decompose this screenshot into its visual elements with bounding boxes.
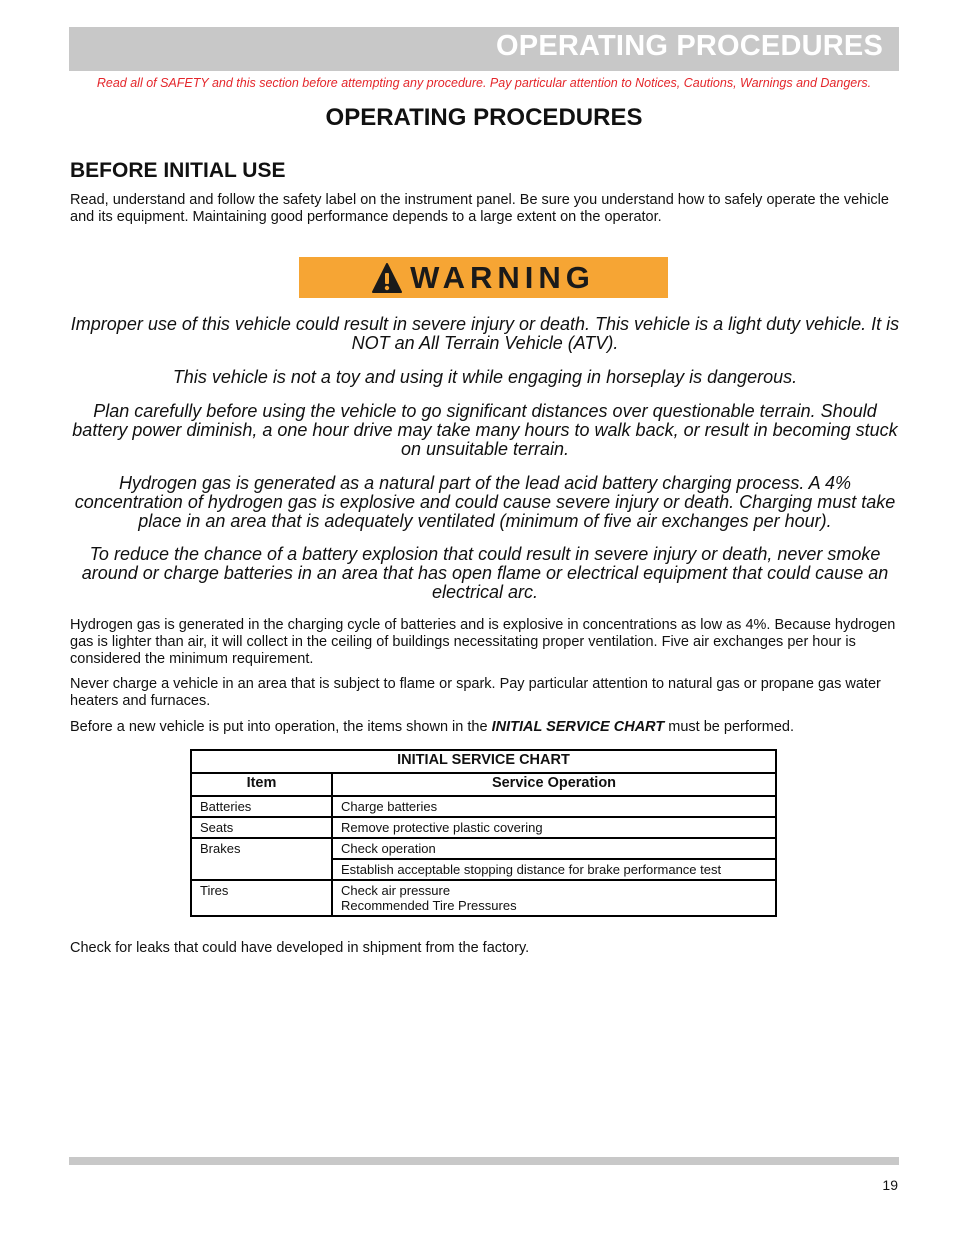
safety-note: Read all of SAFETY and this section before attempting any procedure. Pay particular attention to Notices, Cautions, Warnings and Dangers. — [96, 76, 872, 90]
operation-cell: Charge batteries — [332, 796, 776, 817]
operation-cell: Establish acceptable stopping distance for brake performance test — [332, 859, 776, 880]
intro-paragraph: Read, understand and follow the safety label on the instrument panel. Be sure you understand how to safely operate the vehicle and its equipment. Maintaining good performance depends to a large extent on the operator. — [70, 192, 889, 225]
warning-label: WARNING — [410, 259, 595, 295]
before-suffix: must be performed. — [664, 719, 794, 735]
warning-paragraph: This vehicle is not a toy and using it while engaging in horseplay is dangerous. — [172, 367, 798, 387]
never-charge-paragraph: Never charge a vehicle in an area that is subject to flame or spark. Pay particular attention to natural gas or propane gas water heaters and furnaces. — [70, 676, 881, 709]
section-title: BEFORE INITIAL USE — [70, 159, 286, 182]
warning-paragraph: Hydrogen gas is generated as a natural part of the lead acid battery charging process. A 4% concentration of hydrogen gas is explosive and could cause severe injury or death. Charging must take place in an area that is adequately ventilated (minimum of five air exchanges per hour). — [74, 473, 896, 531]
warning-triangle-icon — [372, 262, 402, 294]
warning-paragraph: Improper use of this vehicle could result in severe injury or death. This vehicle is a light duty vehicle. It is NOT an All Terrain Vehicle (ATV). — [70, 314, 900, 353]
hydrogen-paragraph: Hydrogen gas is generated in the charging cycle of batteries and is explosive in concentrations as low as 4%. Because hydrogen gas is lighter than air, it will collect in the ceiling of buildings necessitating proper ventilation. Five air exchanges per hour is considered the minimum requirement. — [70, 617, 896, 667]
operation-line: Recommended Tire Pressures — [341, 898, 517, 913]
chart-reference: INITIAL SERVICE CHART — [491, 719, 665, 735]
item-cell: Seats — [191, 817, 332, 838]
header-bar — [69, 27, 899, 71]
warning-paragraph: Plan carefully before using the vehicle to go significant distances over questionable terrain. Should battery power diminish, a one hour drive may take many hours to walk back, or result in becoming stuck on unsuitable terrain. — [72, 401, 898, 459]
page-number: 19 — [882, 1177, 898, 1193]
operation-cell: Remove protective plastic covering — [332, 817, 776, 838]
item-cell: Brakes — [191, 838, 332, 880]
item-cell: Batteries — [191, 796, 332, 817]
page-title: OPERATING PROCEDURES — [325, 104, 643, 131]
operation-cell — [332, 880, 776, 916]
initial-service-chart — [190, 749, 777, 917]
before-prefix: Before a new vehicle is put into operation, the items shown in the — [70, 719, 492, 735]
operation-cell: Check operation — [332, 838, 776, 859]
header-title: OPERATING PROCEDURES — [496, 30, 883, 62]
table-row — [191, 838, 776, 859]
column-header-item: Item — [191, 773, 332, 796]
warning-banner — [299, 257, 668, 298]
table-row — [191, 817, 776, 838]
warning-paragraph: To reduce the chance of a battery explosion that could result in severe injury or death, never smoke around or charge batteries in an area that has open flame or electrical equipment that could cause an electrical arc. — [81, 544, 889, 602]
column-header-service-operation: Service Operation — [332, 773, 776, 796]
footer-bar — [69, 1157, 899, 1165]
before-operation-paragraph — [70, 719, 900, 736]
table-row — [191, 796, 776, 817]
table-row — [191, 880, 776, 916]
leaks-paragraph: Check for leaks that could have developed in shipment from the factory. — [70, 940, 530, 956]
operation-line: Check air pressure — [341, 883, 451, 898]
item-cell: Tires — [191, 880, 332, 916]
chart-title: INITIAL SERVICE CHART — [191, 750, 776, 773]
